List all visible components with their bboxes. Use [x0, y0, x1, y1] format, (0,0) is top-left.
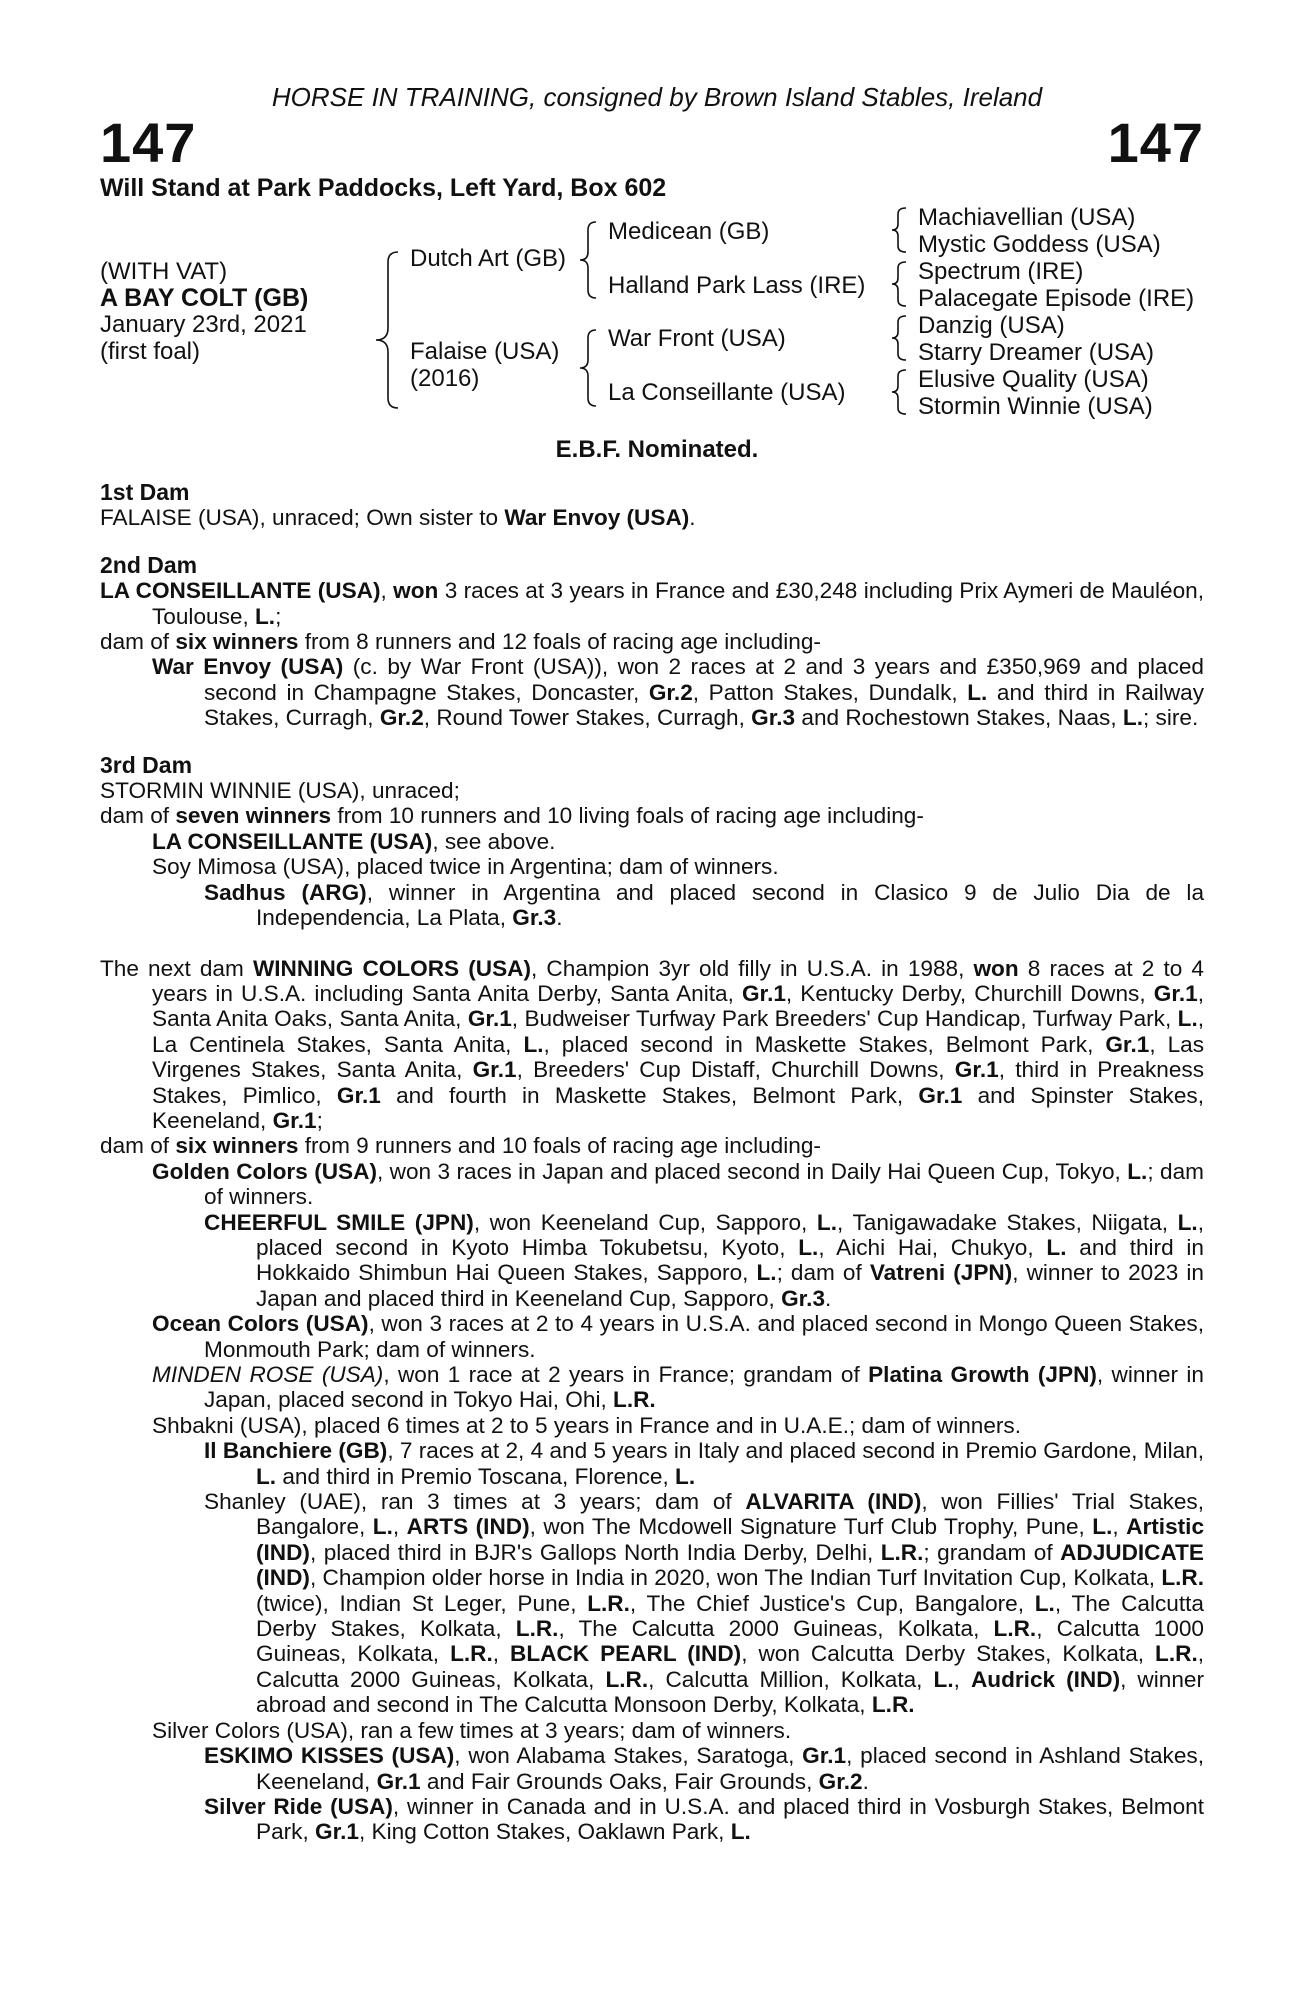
page-header-title: HORSE IN TRAINING, consigned by Brown Island Stables, Ireland [271, 82, 1043, 112]
pedigree-sire-sire: Medicean (GB) [608, 218, 770, 245]
produce-cheerful-smile: CHEERFUL SMILE (JPN), won Keeneland Cup, Sapporo, L., Tanigawadake Stakes, Niigata, L., placed second in Kyoto Himba Tokubetsu, Kyoto, L., Aichi Hai, Chukyo, L. and third in Hokkaido Shimbun Hai Queen Stakes, Sapporo, L.; dam of Vatreni (JPN), winner to 2023 in Japan and placed third in Keeneland Cup, Sapporo, Gr.3. [204, 1209, 1204, 1311]
produce-eskimo-kisses: ESKIMO KISSES (USA), won Alabama Stakes, Saratoga, Gr.1, placed second in Ashland Stakes, Keeneland, Gr.1 and Fair Grounds Oaks, Fair Grounds, Gr.2. [204, 1743, 1204, 1794]
pedigree-g7: Elusive Quality (USA) [918, 366, 1149, 393]
pedigree-g4: Palacegate Episode (IRE) [918, 285, 1195, 312]
produce-golden-colors: Golden Colors (USA), won 3 races in Japan and placed second in Daily Hai Queen Cup, Tokyo, L.; dam of winners. [152, 1158, 1204, 1210]
produce-il-banchiere: Il Banchiere (GB), 7 races at 2, 4 and 5 years in Italy and placed second in Premio Gardone, Milan, L. and third in Premio Toscana, Florence, L. [204, 1438, 1204, 1489]
vat-note: (WITH VAT) [100, 258, 228, 285]
first-dam-text: FALAISE (USA), unraced; Own sister to War Envoy (USA). [100, 505, 696, 531]
next-dam-text: The next dam WINNING COLORS (USA), Champion 3yr old filly in U.S.A. in 1988, won 8 races at 2 to 4 years in U.S.A. including Santa Anita Derby, Santa Anita, Gr.1, Kentucky Derby, Churchill Downs, Gr.1, Santa Anita Oaks, Santa Anita, Gr.1, Budweiser Turfway Park Breeders' Cup Handicap, Turfway Park, L., La Centinela Stakes, Santa Anita, L., placed second in Maskette Stakes, Belmont Park, Gr.1, Las Virgenes Stakes, Santa Anita, Gr.1, Breeders' Cup Distaff, Churchill Downs, Gr.1, third in Preakness Stakes, Pimlico, Gr.1 and fourth in Maskette Stakes, Belmont Park, Gr.1 and Spinster Stakes, Keeneland, Gr.1; [100, 955, 1205, 1133]
pedigree-g3: Spectrum (IRE) [918, 258, 1084, 285]
pedigree-g2: Mystic Goddess (USA) [918, 231, 1161, 258]
stand-location: Will Stand at Park Paddocks, Left Yard, Box 602 [100, 174, 667, 202]
section-heading-3rd-dam: 3rd Dam [100, 751, 193, 778]
pedigree-dam-dam: La Conseillante (USA) [608, 379, 846, 406]
produce-minden-rose: MINDEN ROSE (USA), won 1 race at 2 years in France; grandam of Platina Growth (JPN), winner in Japan, placed second in Tokyo Hai, Ohi, L.R. [152, 1362, 1204, 1413]
pedigree-g8: Stormin Winnie (USA) [918, 393, 1153, 420]
pedigree-sire: Dutch Art (GB) [410, 245, 567, 272]
pedigree-brackets [0, 0, 1314, 440]
section-heading-1st-dam: 1st Dam [100, 479, 190, 505]
produce-shbakni: Shbakni (USA), placed 6 times at 2 to 5 years in France and in U.A.E.; dam of winners. [152, 1412, 1022, 1438]
subject-born: January 23rd, 2021 [100, 311, 307, 338]
lot-number-left: 147 [100, 111, 197, 174]
produce-ocean-colors: Ocean Colors (USA), won 3 races at 2 to 4 years in U.S.A. and placed second in Mongo Queen Stakes, Monmouth Park; dam of winners. [152, 1311, 1204, 1362]
subject-name: A BAY COLT (GB) [100, 284, 309, 312]
third-dam-produce: dam of seven winners from 10 runners and 10 living foals of racing age including- [100, 803, 924, 829]
next-dam-produce: dam of six winners from 9 runners and 10 foals of racing age including- [100, 1133, 821, 1159]
subject-note: (first foal) [100, 338, 201, 365]
pedigree-g5: Danzig (USA) [918, 312, 1065, 339]
ebf-nominated: E.B.F. Nominated. [555, 436, 759, 463]
pedigree-dam: Falaise (USA) [410, 338, 560, 365]
third-dam-text: STORMIN WINNIE (USA), unraced; [100, 778, 460, 804]
produce-silver-ride: Silver Ride (USA), winner in Canada and in U.S.A. and placed third in Vosburgh Stakes, Belmont Park, Gr.1, King Cotton Stakes, Oaklawn Park, L. [204, 1793, 1204, 1845]
produce-silver-colors: Silver Colors (USA), ran a few times at 3 years; dam of winners. [152, 1717, 792, 1743]
section-heading-2nd-dam: 2nd Dam [100, 551, 198, 578]
lot-number-right: 147 [1107, 111, 1204, 174]
pedigree-g1: Machiavellian (USA) [918, 204, 1136, 231]
pedigree-g6: Starry Dreamer (USA) [918, 339, 1155, 366]
pedigree-dam-sire: War Front (USA) [608, 325, 786, 352]
second-dam-text: LA CONSEILLANTE (USA), won 3 races at 3 years in France and £30,248 including Prix Aymeri de Mauléon, Toulouse, L.; [100, 578, 1205, 629]
produce-soy-mimosa: Soy Mimosa (USA), placed twice in Argentina; dam of winners. [152, 854, 779, 880]
catalogue-body [100, 480, 1204, 1845]
pedigree-sire-dam: Halland Park Lass (IRE) [608, 272, 866, 299]
produce-la-conseillante: LA CONSEILLANTE (USA), see above. [152, 828, 556, 854]
produce-war-envoy: War Envoy (USA) (c. by War Front (USA)), won 2 races at 2 and 3 years and £350,969 and placed second in Champagne Stakes, Doncaster, Gr.2, Patton Stakes, Dundalk, L. and third in Railway Stakes, Curragh, Gr.2, Round Tower Stakes, Curragh, Gr.3 and Rochestown Stakes, Naas, L.; sire. [152, 654, 1204, 731]
produce-sadhus: Sadhus (ARG), winner in Argentina and placed second in Clasico 9 de Julio Dia de la Independencia, La Plata, Gr.3. [204, 879, 1205, 931]
second-dam-produce: dam of six winners from 8 runners and 12 foals of racing age including- [100, 629, 821, 655]
pedigree-dam-year: (2016) [410, 365, 480, 392]
produce-shanley: Shanley (UAE), ran 3 times at 3 years; dam of ALVARITA (IND), won Fillies' Trial Stakes, Bangalore, L., ARTS (IND), won The Mcdowell Signature Turf Club Trophy, Pune, L., Artistic (IND), placed third in BJR's Gallops North India Derby, Delhi, L.R.; grandam of ADJUDICATE (IND), Champion older horse in India in 2020, won The Indian Turf Invitation Cup, Kolkata, L.R. (twice), Indian St Leger, Pune, L.R., The Chief Justice's Cup, Bangalore, L., The Calcutta Derby Stakes, Kolkata, L.R., The Calcutta 2000 Guineas, Kolkata, L.R., Calcutta 1000 Guineas, Kolkata, L.R., BLACK PEARL (IND), won Calcutta Derby Stakes, Kolkata, L.R., Calcutta 2000 Guineas, Kolkata, L.R., Calcutta Million, Kolkata, L., Audrick (IND), winner abroad and second in The Calcutta Monsoon Derby, Kolkata, L.R. [204, 1489, 1205, 1718]
